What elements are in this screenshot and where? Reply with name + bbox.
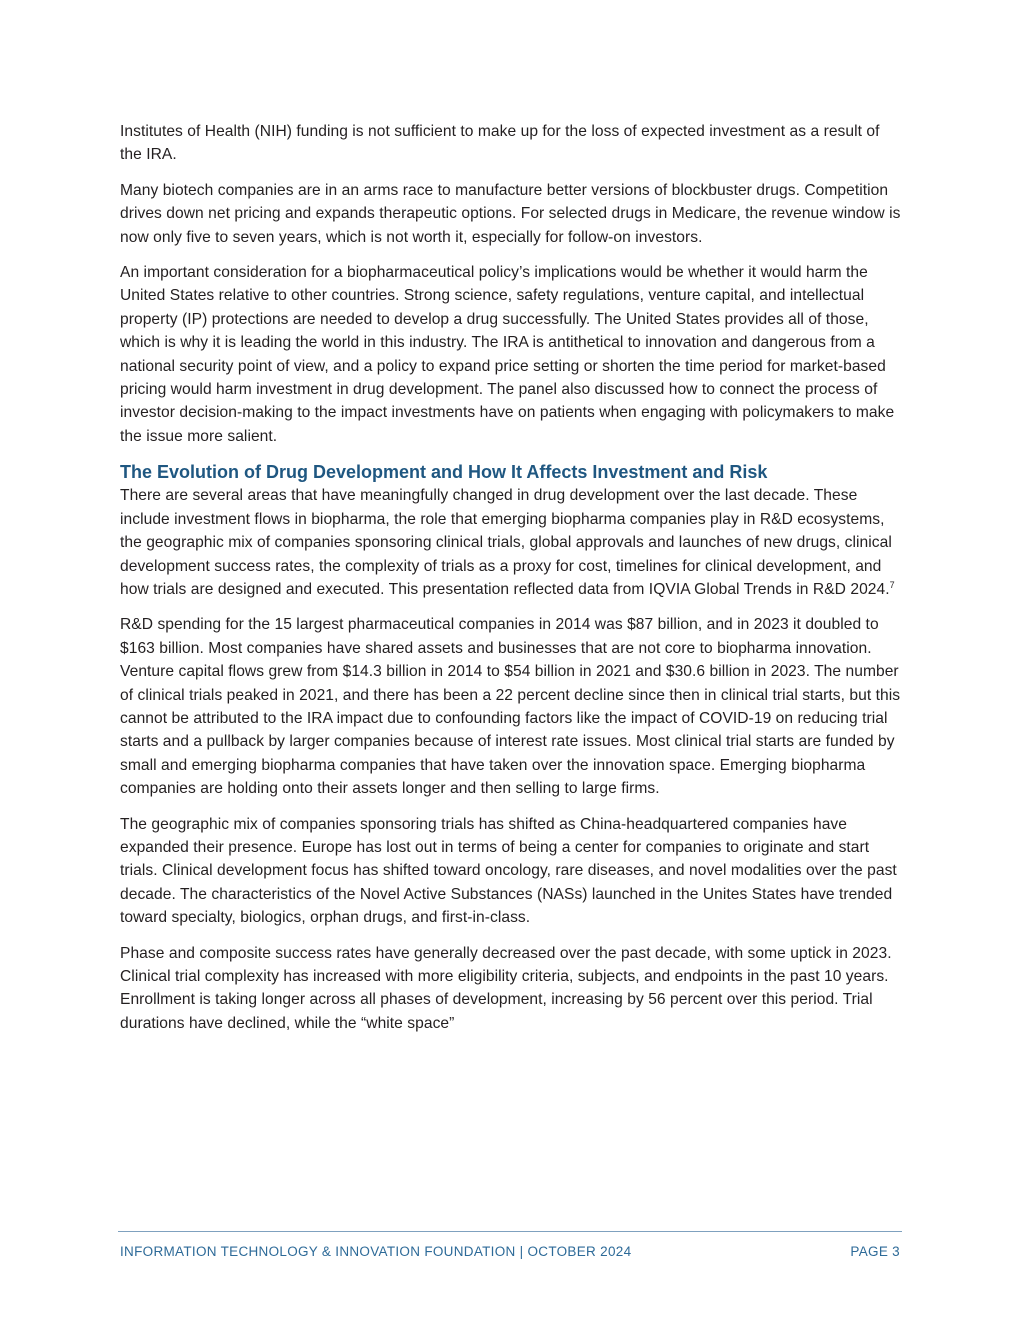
paragraph-text: There are several areas that have meaningfully changed in drug development over the last decade. These include investment flows in biopharma, the role that emerging biopharma companies play in R&D ecosystems, the geographic mix of companies sponsoring clinical trials, global approvals and launches of new drugs, clinical development success rates, the complexity of trials as a proxy for cost, timelines for clinical development, and how trials are designed and executed. This presentation reflected data from IQVIA Global Trends in R&D 2024. bbox=[120, 487, 892, 598]
paragraph-nih-funding: Institutes of Health (NIH) funding is not sufficient to make up for the loss of expected investment as a result of the IRA. bbox=[120, 123, 880, 164]
footer-divider bbox=[118, 1231, 902, 1232]
footer-publisher: INFORMATION TECHNOLOGY & INNOVATION FOUNDATION | OCTOBER 2024 bbox=[120, 1244, 632, 1259]
footer-page-number: PAGE 3 bbox=[850, 1244, 900, 1259]
footnote-marker[interactable]: 7 bbox=[889, 579, 895, 590]
document-body bbox=[120, 120, 902, 1047]
section-heading: The Evolution of Drug Development and How It Affects Investment and Risk bbox=[120, 462, 768, 483]
paragraph-biotech-arms-race: Many biotech companies are in an arms race to manufacture better versions of blockbuster drugs. Competition drives down net pricing and expands therapeutic options. For selected drugs in Medicare, the revenue window is now only five to seven years, which is not worth it, especially for follow-on investors. bbox=[120, 181, 901, 246]
paragraph-rd-spending: R&D spending for the 15 largest pharmaceutical companies in 2014 was $87 billion, and in 2023 it doubled to $163 billion. Most companies have shared assets and businesses that are not core to biopharma innovation. Venture capital flows grew from $14.3 billion in 2014 to $54 billion in 2021 and $30.6 billion in 2023. The number of clinical trials peaked in 2021, and there has been a 22 percent decline since then in clinical trial starts, but this cannot be attributed to the IRA impact due to confounding factors like the impact of COVID-19 on reducing trial starts and a pullback by larger companies because of interest rate issues. Most clinical trial starts are funded by small and emerging biopharma companies that have taken over the innovation space. Emerging biopharma companies are holding onto their assets longer and then selling to large firms. bbox=[120, 616, 901, 798]
paragraph-geographic-mix: The geographic mix of companies sponsoring trials has shifted as China-headquartered companies have expanded their presence. Europe has lost out in terms of being a center for companies to originate and start trials. Clinical development focus has shifted toward oncology, rare diseases, and novel modalities over the past decade. The characteristics of the Novel Active Substances (NASs) launched in the Unites States have trended toward specialty, biologics, orphan drugs, and first-in-class. bbox=[120, 815, 897, 927]
paragraph-policy-implications: An important consideration for a biopharmaceutical policy’s implications would be whether it would harm the United States relative to other countries. Strong science, safety regulations, venture capital, and intellectual property (IP) protections are needed to develop a drug successfully. The United States provides all of those, which is why it is leading the world in this industry. The IRA is antithetical to innovation and dangerous from a national security point of view, and a policy to expand price setting or shorten the time period for market-based pricing would harm investment in drug development. The panel also discussed how to connect the process of investor decision-making to the impact investments have on patients when engaging with policymakers to make the issue more salient. bbox=[120, 264, 895, 445]
paragraph-success-rates: Phase and composite success rates have generally decreased over the past decade, with some uptick in 2023. Clinical trial complexity has increased with more eligibility criteria, subjects, and endpoints in the past 10 years. Enrollment is taking longer across all phases of development, increasing by 56 percent over this period. Trial durations have declined, while the “white space” bbox=[120, 944, 892, 1032]
paragraph-drug-development-changes bbox=[120, 484, 902, 601]
